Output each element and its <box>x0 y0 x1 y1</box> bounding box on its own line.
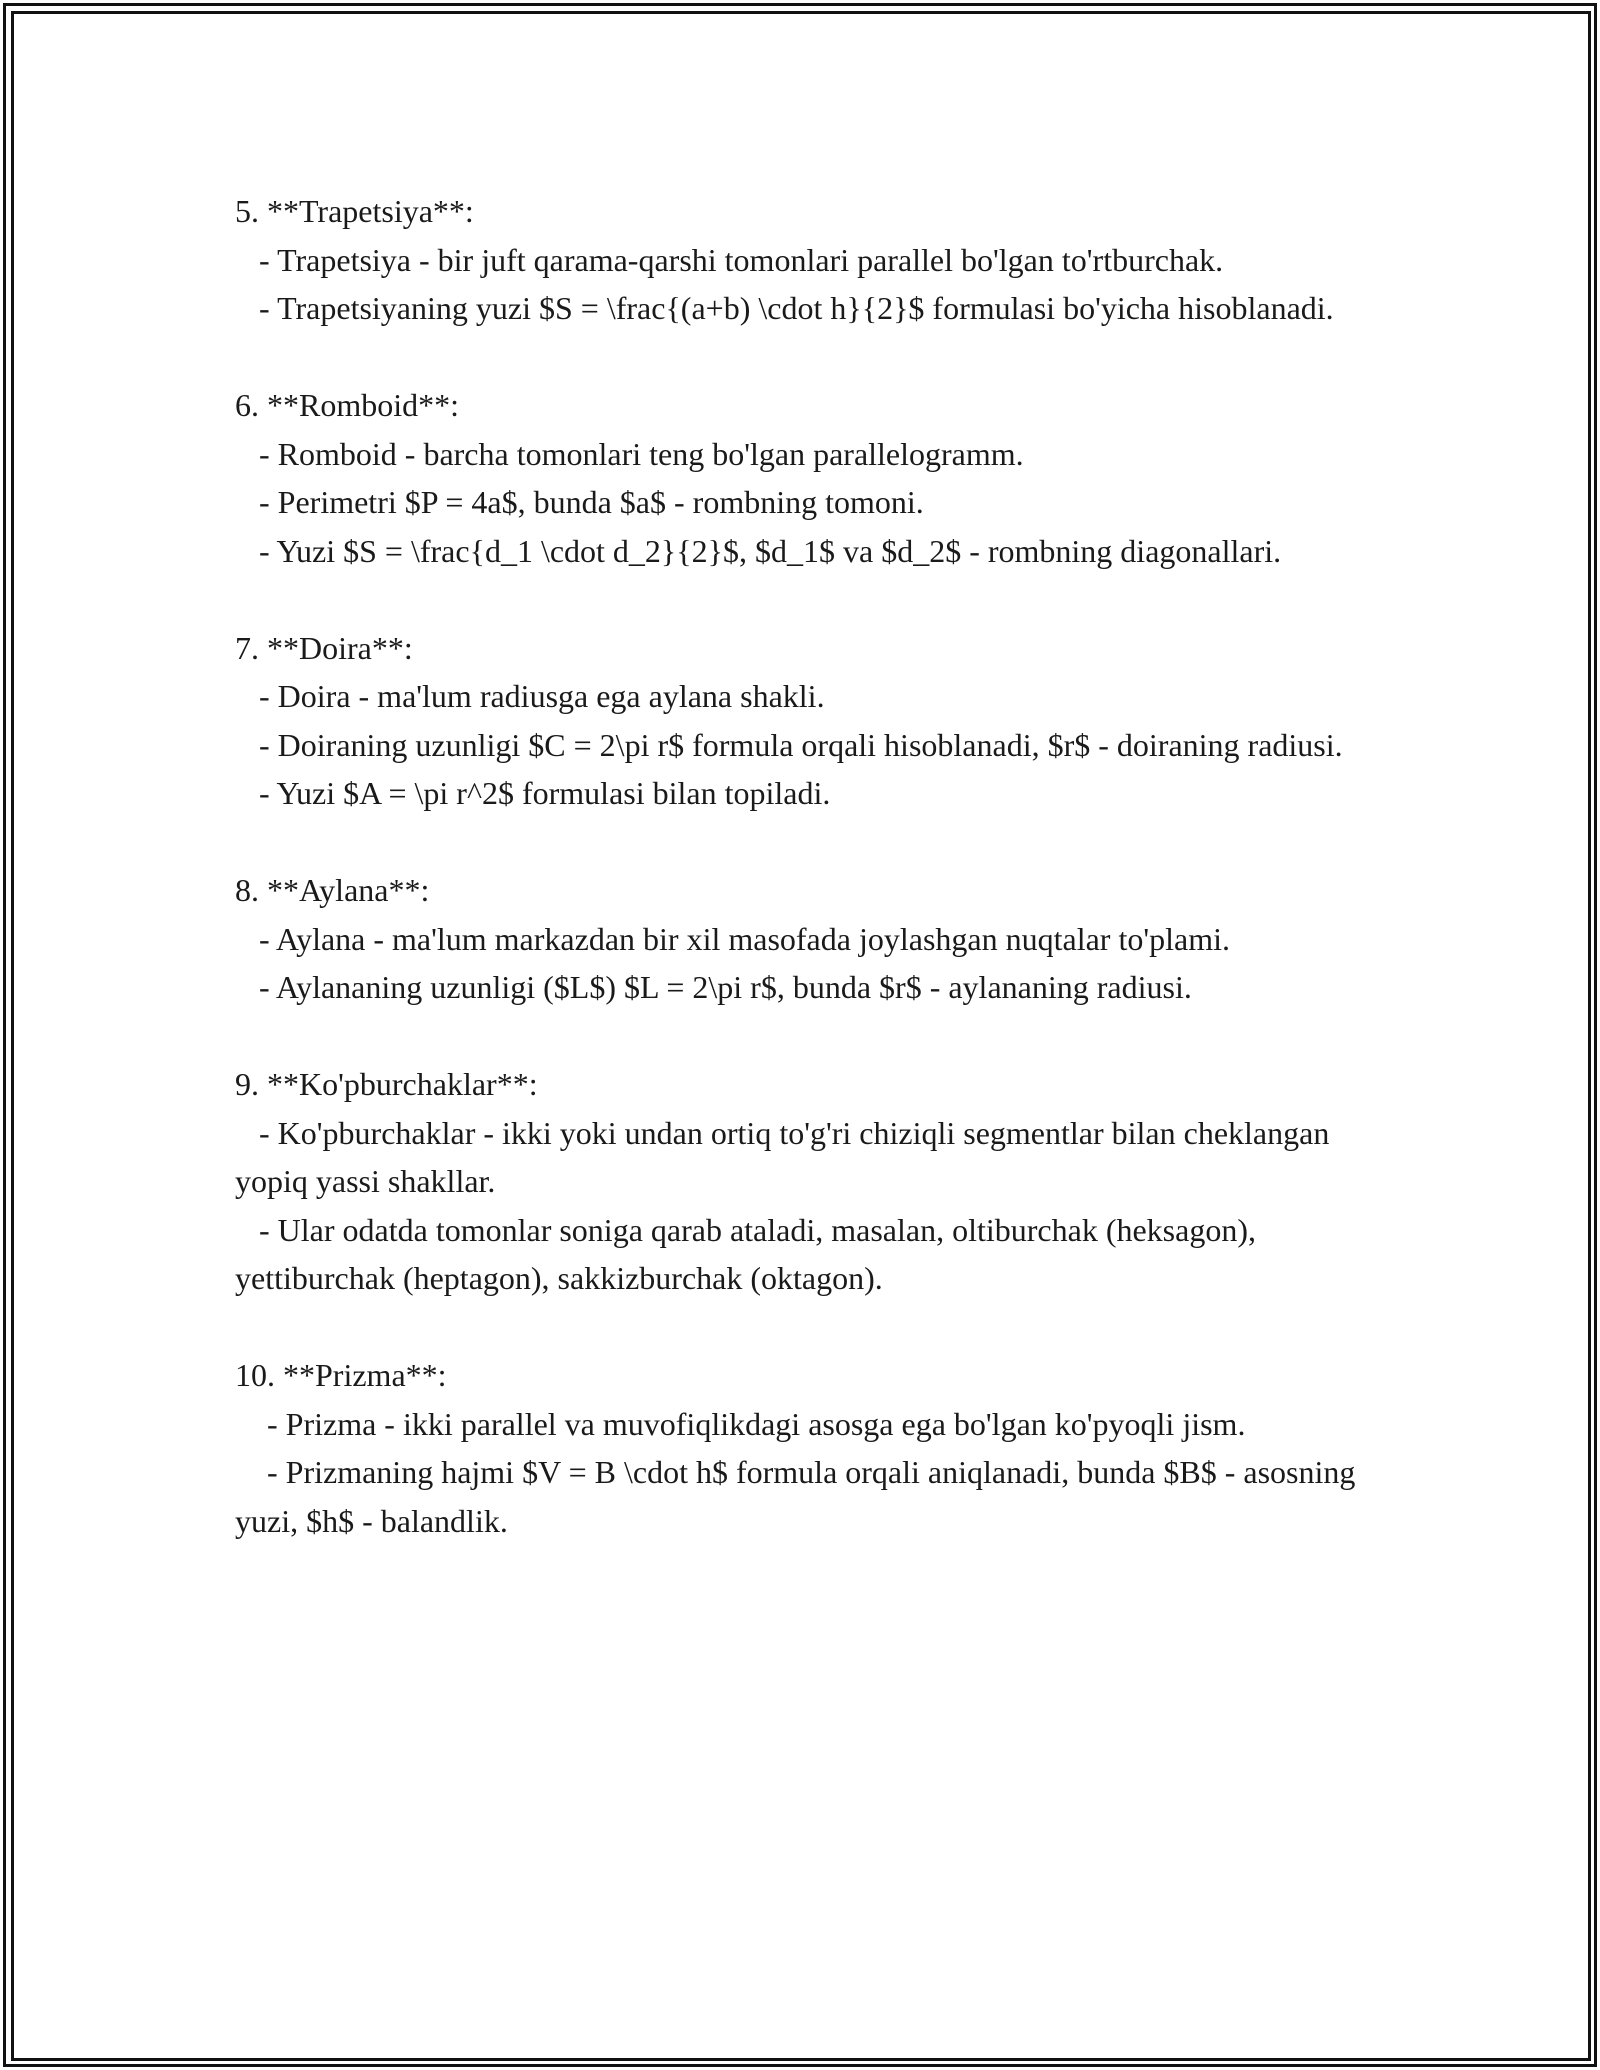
section-romboid <box>235 381 1395 575</box>
bullet-item: - Romboid - barcha tomonlari teng bo'lgan parallelogramm. <box>235 435 1024 472</box>
bullet-item: - Trapetsiyaning yuzi $S = \frac{(a+b) \cdot h}{2}$ formulasi bo'yicha hisoblanadi. <box>235 290 1334 326</box>
bullet-item: - Doiraning uzunligi $C = 2\pi r$ formula orqali hisoblanadi, $r$ - doiraning radiusi. <box>235 726 1343 763</box>
bullet-item: - Yuzi $S = \frac{d_1 \cdot d_2}{2}$, $d_1$ va $d_2$ - rombning diagonallari. <box>235 532 1282 569</box>
section-prizma <box>235 1351 1395 1545</box>
bullet-item: - Prizma - ikki parallel va muvofiqlikdagi asosga ega bo'lgan ko'pyoqli jism. <box>235 1405 1246 1442</box>
section-heading: 9. **Ko'pburchaklar**: <box>235 1066 538 1102</box>
bullet-item: - Prizmaning hajmi $V = B \cdot h$ formula orqali aniqlanadi, bunda $B$ - asosning yuzi, $h$ - balandlik. <box>235 1454 1364 1539</box>
bullet-item: - Yuzi $A = \pi r^2$ formulasi bilan topiladi. <box>235 775 831 811</box>
section-kopburchaklar <box>235 1060 1395 1303</box>
bullet-item: - Doira - ma'lum radiusga ega aylana shakli. <box>235 678 825 714</box>
bullet-item: - Aylananing uzunligi ($L$) $L = 2\pi r$, bunda $r$ - aylananing radiusi. <box>235 969 1192 1005</box>
section-heading: 6. **Romboid**: <box>235 387 460 423</box>
section-heading: 10. **Prizma**: <box>235 1357 447 1393</box>
section-aylana <box>235 866 1395 1012</box>
section-heading: 7. **Doira**: <box>235 629 413 666</box>
bullet-item: - Ko'pburchaklar - ikki yoki undan ortiq to'g'ri chiziqli segmentlar bilan cheklangan yopiq yassi shakllar. <box>235 1114 1338 1199</box>
bullet-item: - Perimetri $P = 4a$, bunda $a$ - rombning tomoni. <box>235 484 924 520</box>
bullet-item: - Ular odatda tomonlar soniga qarab ataladi, masalan, oltiburchak (heksagon), yettiburchak (heptagon), sakkizburchak (oktagon). <box>235 1211 1264 1296</box>
section-trapetsiya <box>235 187 1395 333</box>
section-doira <box>235 624 1395 818</box>
section-heading: 5. **Trapetsiya**: <box>235 193 474 229</box>
bullet-item: - Aylana - ma'lum markazdan bir xil masofada joylashgan nuqtalar to'plami. <box>235 920 1230 957</box>
section-heading: 8. **Aylana**: <box>235 872 430 908</box>
bullet-item: - Trapetsiya - bir juft qarama-qarshi tomonlari parallel bo'lgan to'rtburchak. <box>235 241 1224 278</box>
document-body <box>235 187 1395 1545</box>
